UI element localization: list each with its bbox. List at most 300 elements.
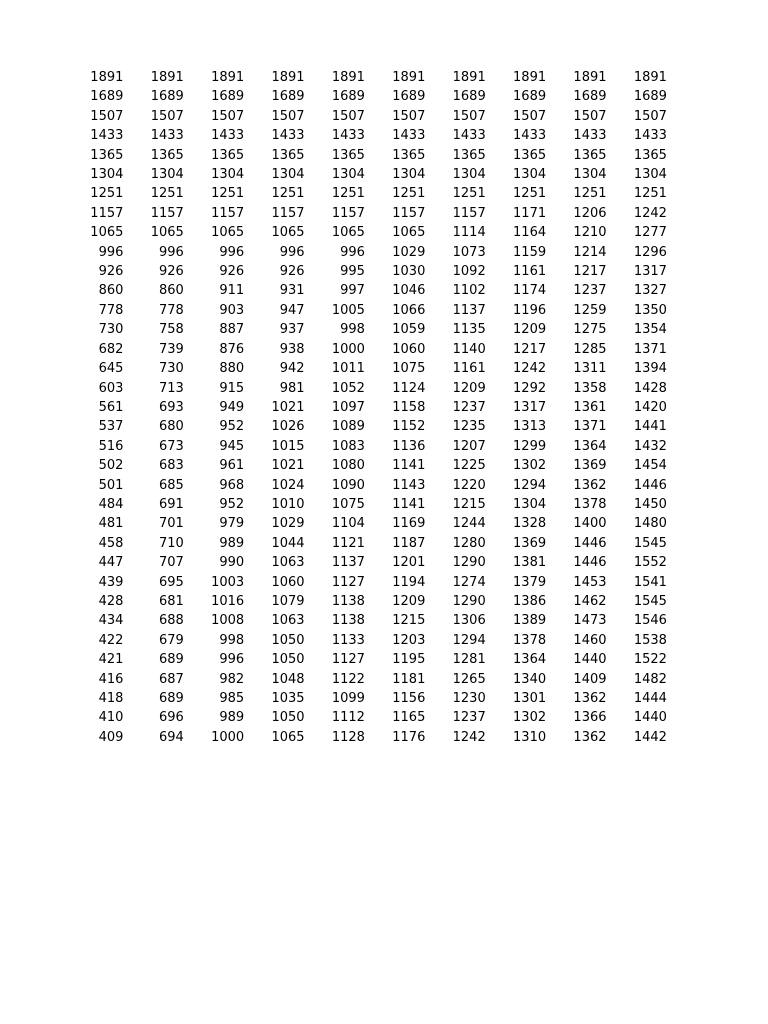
table-cell: 1207 — [452, 438, 486, 454]
table-cell: 1209 — [513, 322, 547, 338]
table-cell: 1169 — [392, 516, 426, 532]
table-cell: 1079 — [271, 593, 305, 609]
table-cell: 1029 — [392, 244, 426, 260]
table-cell: 1080 — [331, 458, 365, 474]
table-cell: 447 — [98, 555, 124, 571]
table-cell: 1460 — [573, 632, 607, 648]
table-cell: 1441 — [633, 419, 667, 435]
table-cell: 1210 — [573, 225, 607, 241]
table-cell: 1294 — [513, 477, 547, 493]
table-cell: 981 — [279, 380, 305, 396]
table-cell: 1128 — [331, 729, 365, 745]
table-cell: 1143 — [392, 477, 426, 493]
table-row — [63, 553, 667, 572]
table-row — [63, 320, 667, 339]
table-cell: 1433 — [573, 128, 607, 144]
table-cell: 1065 — [331, 225, 365, 241]
table-cell: 1251 — [271, 186, 305, 202]
table-cell: 1306 — [452, 613, 486, 629]
table-cell: 876 — [219, 341, 245, 357]
table-cell: 1194 — [392, 574, 426, 590]
table-cell: 1507 — [392, 108, 426, 124]
table-row — [63, 359, 667, 378]
table-cell: 1050 — [271, 632, 305, 648]
table-cell: 1044 — [271, 535, 305, 551]
table-cell: 1689 — [513, 89, 547, 105]
table-cell: 1290 — [452, 593, 486, 609]
table-cell: 1099 — [331, 691, 365, 706]
table-cell: 1689 — [392, 89, 426, 105]
table-cell: 860 — [158, 283, 184, 299]
table-cell: 1161 — [452, 361, 486, 377]
table-cell: 1473 — [573, 613, 607, 629]
table-cell: 1522 — [633, 652, 667, 668]
table-cell: 688 — [158, 613, 184, 629]
table-cell: 1065 — [392, 225, 426, 241]
table-cell: 696 — [158, 710, 184, 726]
table-row — [63, 631, 667, 650]
table-cell: 1292 — [513, 380, 547, 396]
table-cell: 1462 — [573, 593, 607, 609]
table-cell: 1433 — [513, 128, 547, 144]
table-cell: 1021 — [271, 399, 305, 415]
table-cell: 1075 — [331, 496, 365, 512]
table-cell: 1507 — [452, 108, 486, 124]
table-cell: 1259 — [573, 302, 607, 318]
table-cell: 1251 — [150, 186, 184, 202]
table-cell: 1075 — [392, 361, 426, 377]
table-row — [63, 204, 667, 223]
table-cell: 516 — [98, 438, 124, 454]
table-cell: 1433 — [90, 128, 124, 144]
table-cell: 1365 — [211, 147, 245, 163]
table-cell: 1891 — [513, 70, 547, 85]
table-cell: 1304 — [452, 167, 486, 183]
table-cell: 1157 — [331, 205, 365, 221]
table-row — [63, 611, 667, 630]
table-cell: 1090 — [331, 477, 365, 493]
table-cell: 758 — [158, 322, 184, 338]
table-cell: 996 — [98, 244, 124, 260]
table-cell: 410 — [98, 710, 124, 726]
table-cell: 502 — [98, 458, 124, 474]
table-cell: 1174 — [513, 283, 547, 299]
table-cell: 1378 — [573, 496, 607, 512]
table-cell: 1365 — [331, 147, 365, 163]
table-cell: 1453 — [573, 574, 607, 590]
table-cell: 1171 — [513, 205, 547, 221]
table-cell: 1157 — [271, 205, 305, 221]
table-cell: 1201 — [392, 555, 426, 571]
table-cell: 1482 — [633, 671, 667, 687]
table-cell: 1157 — [211, 205, 245, 221]
table-cell: 1285 — [573, 341, 607, 357]
table-cell: 989 — [219, 710, 245, 726]
table-cell: 683 — [158, 458, 184, 474]
table-cell: 1386 — [513, 593, 547, 609]
table-cell: 1428 — [633, 380, 667, 396]
table-cell: 1121 — [331, 535, 365, 551]
table-cell: 911 — [219, 283, 245, 299]
table-cell: 1433 — [452, 128, 486, 144]
table-cell: 1304 — [90, 167, 124, 183]
table-cell: 1327 — [633, 283, 667, 299]
table-cell: 1052 — [331, 380, 365, 396]
table-cell: 1304 — [271, 167, 305, 183]
table-body — [63, 68, 667, 747]
table-cell: 680 — [158, 419, 184, 435]
table-cell: 996 — [158, 244, 184, 260]
table-cell: 1237 — [452, 710, 486, 726]
table-cell: 1378 — [513, 632, 547, 648]
table-cell: 1244 — [452, 516, 486, 532]
table-cell: 434 — [98, 613, 124, 629]
table-cell: 1366 — [573, 710, 607, 726]
table-cell: 1046 — [392, 283, 426, 299]
table-cell: 1176 — [392, 729, 426, 745]
table-cell: 1440 — [573, 652, 607, 668]
table-row — [63, 708, 667, 727]
table-cell: 1164 — [513, 225, 547, 241]
table-cell: 1066 — [392, 302, 426, 318]
table-cell: 1065 — [150, 225, 184, 241]
table-cell: 1433 — [392, 128, 426, 144]
table-cell: 1689 — [90, 89, 124, 105]
table-cell: 1365 — [271, 147, 305, 163]
table-cell: 1354 — [633, 322, 667, 338]
table-cell: 778 — [98, 302, 124, 318]
table-cell: 1409 — [573, 671, 607, 687]
table-cell: 926 — [219, 264, 245, 280]
table-cell: 887 — [219, 322, 245, 338]
table-cell: 1242 — [513, 361, 547, 377]
table-cell: 1379 — [513, 574, 547, 590]
table-cell: 695 — [158, 574, 184, 590]
table-cell: 1209 — [452, 380, 486, 396]
table-cell: 1157 — [452, 205, 486, 221]
number-table — [63, 68, 667, 747]
table-cell: 1157 — [150, 205, 184, 221]
table-cell: 1083 — [331, 438, 365, 454]
table-cell: 1310 — [513, 729, 547, 745]
table-cell: 998 — [340, 322, 365, 338]
table-cell: 1446 — [633, 477, 667, 493]
table-cell: 1000 — [331, 341, 365, 357]
table-cell: 949 — [219, 399, 245, 415]
table-cell: 1362 — [573, 729, 607, 745]
table-cell: 1364 — [513, 652, 547, 668]
table-cell: 1545 — [633, 593, 667, 609]
table-cell: 730 — [158, 361, 184, 377]
table-cell: 1891 — [331, 70, 365, 85]
table-cell: 1005 — [331, 302, 365, 318]
table-cell: 1371 — [573, 419, 607, 435]
table-cell: 1265 — [452, 671, 486, 687]
table-cell: 1689 — [452, 89, 486, 105]
table-cell: 1400 — [573, 516, 607, 532]
table-cell: 996 — [219, 652, 245, 668]
table-cell: 1003 — [211, 574, 245, 590]
table-cell: 1010 — [271, 496, 305, 512]
table-cell: 1304 — [633, 167, 667, 183]
table-cell: 561 — [98, 399, 124, 415]
table-cell: 1024 — [271, 477, 305, 493]
table-cell: 1127 — [331, 652, 365, 668]
table-cell: 1304 — [573, 167, 607, 183]
table-cell: 998 — [219, 632, 245, 648]
table-cell: 409 — [98, 729, 124, 745]
table-cell: 1299 — [513, 438, 547, 454]
table-cell: 1140 — [452, 341, 486, 357]
table-cell: 1065 — [90, 225, 124, 241]
table-row — [63, 223, 667, 242]
table-cell: 1433 — [331, 128, 365, 144]
table-cell: 1242 — [633, 205, 667, 221]
table-cell: 1237 — [452, 399, 486, 415]
table-cell: 1450 — [633, 496, 667, 512]
table-cell: 1371 — [633, 341, 667, 357]
table-cell: 1480 — [633, 516, 667, 532]
table-row — [63, 573, 667, 592]
table-cell: 947 — [279, 302, 305, 318]
table-cell: 1296 — [633, 244, 667, 260]
table-cell: 1538 — [633, 632, 667, 648]
table-cell: 1135 — [452, 322, 486, 338]
table-cell: 1304 — [392, 167, 426, 183]
table-cell: 938 — [279, 341, 305, 357]
table-cell: 1220 — [452, 477, 486, 493]
table-cell: 1251 — [452, 186, 486, 202]
table-cell: 1328 — [513, 516, 547, 532]
table-cell: 1442 — [633, 729, 667, 745]
table-cell: 1156 — [392, 691, 426, 706]
table-cell: 1215 — [452, 496, 486, 512]
table-cell: 1364 — [573, 438, 607, 454]
table-cell: 1215 — [392, 613, 426, 629]
table-row — [63, 243, 667, 262]
table-cell: 1217 — [513, 341, 547, 357]
table-cell: 1214 — [573, 244, 607, 260]
table-cell: 1065 — [271, 729, 305, 745]
table-cell: 1127 — [331, 574, 365, 590]
table-cell: 1030 — [392, 264, 426, 280]
table-cell: 1138 — [331, 593, 365, 609]
table-cell: 1432 — [633, 438, 667, 454]
table-cell: 989 — [219, 535, 245, 551]
table-cell: 1507 — [90, 108, 124, 124]
table-row — [63, 476, 667, 495]
table-cell: 1000 — [211, 729, 245, 745]
table-cell: 679 — [158, 632, 184, 648]
table-cell: 1365 — [573, 147, 607, 163]
table-cell: 1891 — [211, 70, 245, 85]
table-row — [63, 437, 667, 456]
table-cell: 603 — [98, 380, 124, 396]
table-cell: 1280 — [452, 535, 486, 551]
table-cell: 693 — [158, 399, 184, 415]
table-cell: 1389 — [513, 613, 547, 629]
table-cell: 997 — [340, 283, 365, 299]
table-cell: 1050 — [271, 652, 305, 668]
table-cell: 1304 — [513, 496, 547, 512]
table-row — [63, 379, 667, 398]
table-cell: 1369 — [513, 535, 547, 551]
table-cell: 484 — [98, 496, 124, 512]
table-cell: 1015 — [271, 438, 305, 454]
table-cell: 694 — [158, 729, 184, 745]
table-cell: 428 — [98, 593, 124, 609]
table-cell: 1277 — [633, 225, 667, 241]
table-cell: 1035 — [271, 691, 305, 706]
table-cell: 1689 — [331, 89, 365, 105]
table-row — [63, 592, 667, 611]
table-cell: 1242 — [452, 729, 486, 745]
table-row — [63, 126, 667, 145]
table-cell: 1541 — [633, 574, 667, 590]
table-cell: 1304 — [150, 167, 184, 183]
table-cell: 1159 — [513, 244, 547, 260]
table-cell: 1059 — [392, 322, 426, 338]
table-cell: 1065 — [271, 225, 305, 241]
table-cell: 1304 — [331, 167, 365, 183]
table-cell: 1507 — [331, 108, 365, 124]
table-cell: 1507 — [633, 108, 667, 124]
table-cell: 1313 — [513, 419, 547, 435]
table-cell: 996 — [340, 244, 365, 260]
table-cell: 1301 — [513, 691, 547, 706]
table-cell: 681 — [158, 593, 184, 609]
table-cell: 1689 — [271, 89, 305, 105]
table-cell: 1122 — [331, 671, 365, 687]
table-cell: 1689 — [150, 89, 184, 105]
table-cell: 995 — [340, 264, 365, 280]
table-row — [63, 107, 667, 126]
table-cell: 1340 — [513, 671, 547, 687]
table-cell: 926 — [158, 264, 184, 280]
table-cell: 1891 — [271, 70, 305, 85]
table-cell: 1237 — [573, 283, 607, 299]
table-cell: 707 — [158, 555, 184, 571]
table-row — [63, 417, 667, 436]
table-row — [63, 670, 667, 689]
table-cell: 1317 — [633, 264, 667, 280]
table-cell: 1689 — [573, 89, 607, 105]
table-cell: 739 — [158, 341, 184, 357]
table-cell: 1545 — [633, 535, 667, 551]
table-cell: 1137 — [452, 302, 486, 318]
table-cell: 481 — [98, 516, 124, 532]
table-cell: 682 — [98, 341, 124, 357]
table-cell: 1089 — [331, 419, 365, 435]
table-cell: 1251 — [90, 186, 124, 202]
table-cell: 1446 — [573, 535, 607, 551]
table-cell: 1369 — [573, 458, 607, 474]
table-cell: 1251 — [513, 186, 547, 202]
table-cell: 1507 — [573, 108, 607, 124]
table-cell: 1133 — [331, 632, 365, 648]
table-cell: 416 — [98, 671, 124, 687]
table-cell: 691 — [158, 496, 184, 512]
table-cell: 1507 — [150, 108, 184, 124]
table-cell: 1365 — [513, 147, 547, 163]
table-cell: 1361 — [573, 399, 607, 415]
table-cell: 1891 — [90, 70, 124, 85]
table-row — [63, 398, 667, 417]
table-cell: 1138 — [331, 613, 365, 629]
table-cell: 952 — [219, 419, 245, 435]
table-row — [63, 495, 667, 514]
table-cell: 903 — [219, 302, 245, 318]
table-cell: 1304 — [513, 167, 547, 183]
table-row — [63, 146, 667, 165]
table-row — [63, 165, 667, 184]
table-cell: 1275 — [573, 322, 607, 338]
table-cell: 1217 — [573, 264, 607, 280]
table-cell: 1206 — [573, 205, 607, 221]
table-cell: 1365 — [452, 147, 486, 163]
table-cell: 1157 — [392, 205, 426, 221]
table-row — [63, 728, 667, 747]
table-cell: 1026 — [271, 419, 305, 435]
table-row — [63, 262, 667, 281]
table-cell: 1552 — [633, 555, 667, 571]
table-cell: 422 — [98, 632, 124, 648]
table-cell: 1689 — [211, 89, 245, 105]
table-cell: 1011 — [331, 361, 365, 377]
table-cell: 713 — [158, 380, 184, 396]
table-cell: 1546 — [633, 613, 667, 629]
table-cell: 1187 — [392, 535, 426, 551]
table-cell: 937 — [279, 322, 305, 338]
table-cell: 1060 — [271, 574, 305, 590]
table-cell: 1104 — [331, 516, 365, 532]
table-cell: 685 — [158, 477, 184, 493]
table-row — [63, 184, 667, 203]
table-cell: 1302 — [513, 458, 547, 474]
table-cell: 1302 — [513, 710, 547, 726]
table-cell: 673 — [158, 438, 184, 454]
table-cell: 1102 — [452, 283, 486, 299]
table-cell: 1394 — [633, 361, 667, 377]
table-cell: 1141 — [392, 458, 426, 474]
table-cell: 1181 — [392, 671, 426, 687]
table-cell: 1350 — [633, 302, 667, 318]
table-cell: 1444 — [633, 691, 667, 706]
table-cell: 1097 — [331, 399, 365, 415]
table-cell: 1433 — [211, 128, 245, 144]
table-cell: 1433 — [150, 128, 184, 144]
table-cell: 1433 — [633, 128, 667, 144]
table-cell: 778 — [158, 302, 184, 318]
table-cell: 1029 — [271, 516, 305, 532]
table-cell: 1454 — [633, 458, 667, 474]
table-cell: 1209 — [392, 593, 426, 609]
table-cell: 1365 — [392, 147, 426, 163]
table-cell: 1021 — [271, 458, 305, 474]
table-cell: 979 — [219, 516, 245, 532]
table-cell: 1048 — [271, 671, 305, 687]
table-cell: 418 — [98, 691, 124, 706]
table-cell: 439 — [98, 574, 124, 590]
table-cell: 1304 — [211, 167, 245, 183]
table-cell: 1891 — [573, 70, 607, 85]
table-cell: 968 — [219, 477, 245, 493]
table-cell: 1365 — [90, 147, 124, 163]
table-cell: 710 — [158, 535, 184, 551]
table-cell: 1281 — [452, 652, 486, 668]
table-cell: 689 — [158, 691, 184, 706]
table-cell: 1365 — [150, 147, 184, 163]
